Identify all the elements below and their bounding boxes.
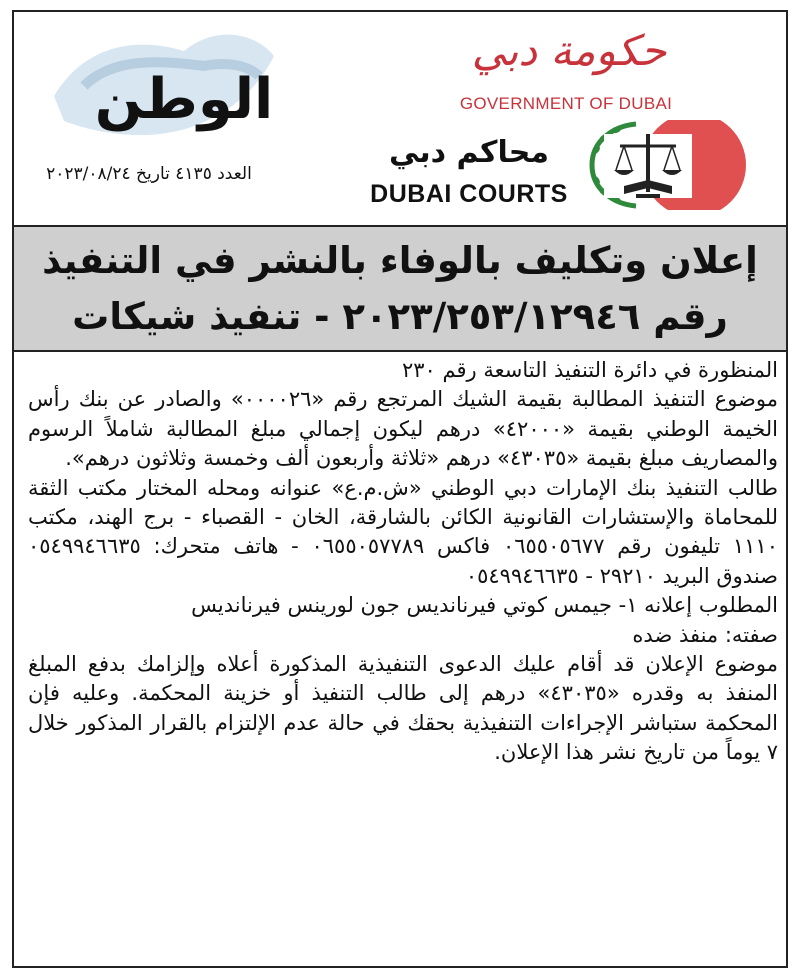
paragraph-capacity: صفته: منفذ ضده	[632, 622, 778, 647]
dubai-courts-scales-emblem-icon	[574, 120, 749, 210]
courts-name-english: DUBAI COURTS	[370, 180, 568, 208]
newspaper-name: الوطن	[94, 67, 274, 132]
paragraph-circuit: المنظورة في دائرة التنفيذ التاسعة رقم ٢٣٠	[402, 358, 778, 382]
header	[14, 12, 786, 225]
title-line-2: رقم ٢٠٢٣/٢٥٣/١٢٩٤٦ - تنفيذ شيكات	[72, 295, 728, 338]
paragraph-notice-subject: موضوع الإعلان قد أقام عليك الدعوى التنفيذية المذكورة أعلاه وإلزامك بدفع المبلغ المنفذ به وقدره «٤٣٠٣٥» درهم إلى طالب التنفيذ أو خزينة المحكمة. وعليه فإن المحكمة ستباشر الإجراءات التنفيذية بحقك في حالة عدم الإلتزام بالقرار المذكور خلال ٧ يوماً من تاريخ نشر هذا الإعلان.	[28, 652, 778, 765]
government-logo-english: GOVERNMENT OF DUBAI	[459, 94, 673, 113]
issue-date: العدد ٤١٣٥ تاريخ ٢٠٢٣/٠٨/٢٤	[46, 164, 252, 184]
government-logo-arabic: حكومة دبي	[471, 26, 667, 75]
notice-body	[28, 356, 778, 768]
paragraph-respondent: المطلوب إعلانه ١- جيمس كوتي فيرنانديس جون لورينس فيرنانديس	[191, 593, 778, 618]
notice-title	[14, 225, 786, 352]
paragraph-subject: موضوع التنفيذ المطالبة بقيمة الشيك المرتجع رقم «٠٠٠٠٢٦» والصادر عن بنك رأس الخيمة الوطني بقيمة «٤٢٠٠٠» درهم ليكون إجمالي مبلغ المطالبة شاملاً الرسوم والمصاريف مبلغ بقيمة «٤٣٠٣٥» درهم «ثلاثة وأربعون ألف وخمسة وثلاثون درهم».	[28, 387, 778, 471]
title-line-1: إعلان وتكليف بالوفاء بالنشر في التنفيذ	[42, 239, 758, 282]
courts-name-arabic: محاكم دبي	[389, 135, 549, 170]
advertisement-frame	[12, 10, 788, 968]
paragraph-claimant: طالب التنفيذ بنك الإمارات دبي الوطني «ش.م.ع» عنوانه ومحله المختار مكتب الثقة للمحاماة والإستشارات القانونية الكائن بالشارقة، الخان - القصباء - برج الهند، مكتب ١١١٠ تليفون رقم ٠٦٥٥٠٥٦٧٧ فاكس ٠٦٥٥٠٥٧٧٨٩ - هاتف متحرك: ٠٥٤٩٩٤٦٦٣٥ صندوق البريد ٢٩٢١٠ - ٠٥٤٩٩٤٦٦٣٥	[28, 475, 778, 588]
